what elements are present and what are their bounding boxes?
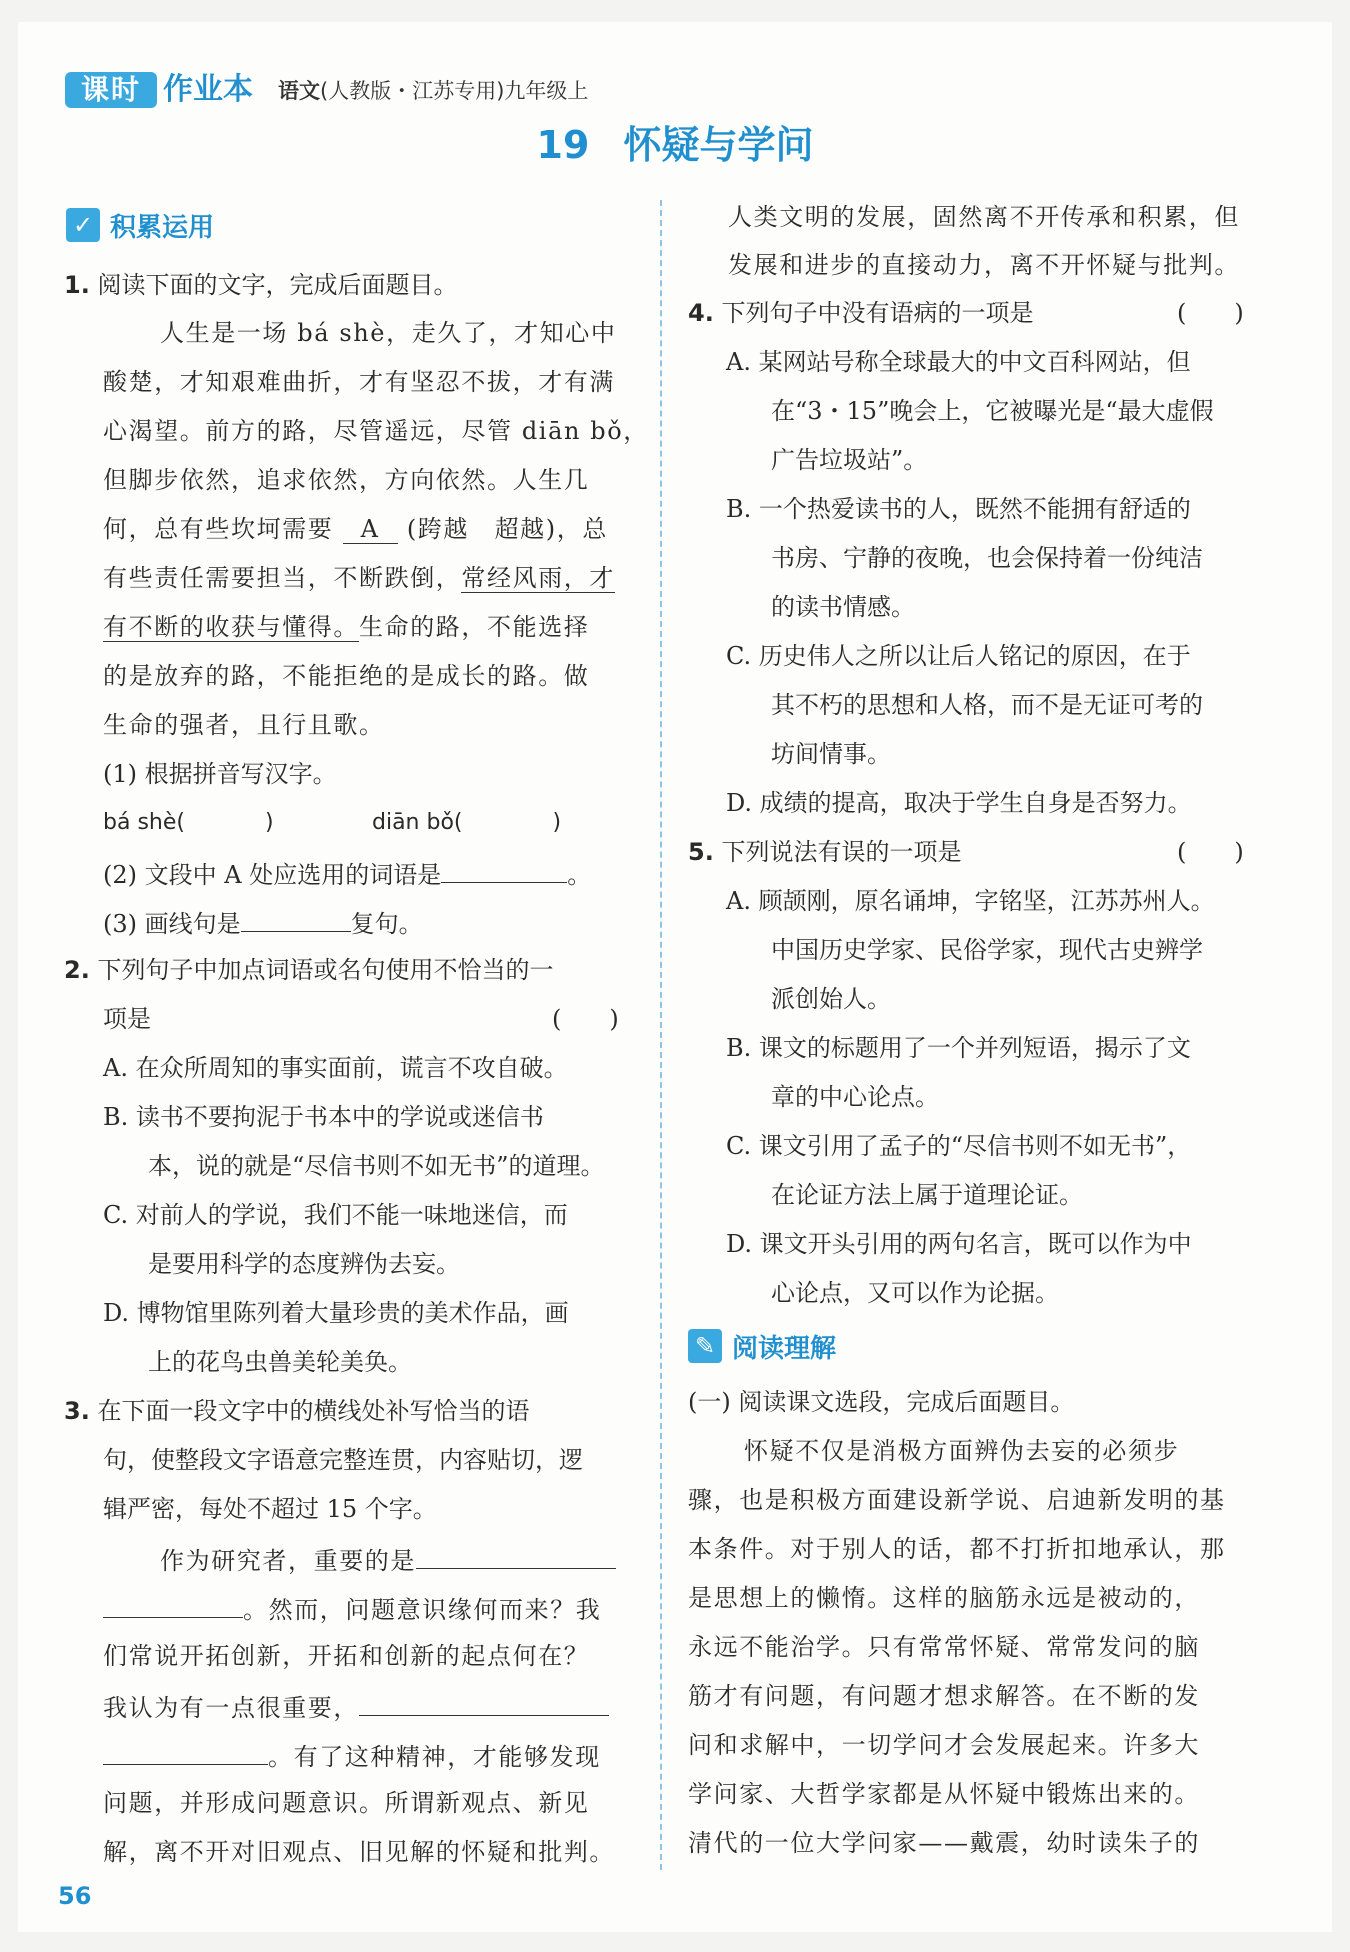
underlined-sentence: 有不断的收获与懂得。 [103,613,359,641]
passage-text: 有些责任需要担当，不断跌倒， [103,564,462,592]
reading-prompt: (一) 阅读课文选段，完成后面题目。 [688,1388,1075,1416]
passage-line [103,1685,609,1725]
section-header-practice [66,205,214,245]
sub-question-text: (2) 文段中 A 处应选用的词语是 [103,861,442,889]
section-header-reading [688,1326,836,1366]
reading-line: 清代的一位大学问家——戴震，幼时读朱子的 [688,1829,1200,1857]
punct: 。 [436,1250,460,1278]
passage-line: 但脚步依然，追求依然，方向依然。人生几 [103,466,590,494]
option-text: 是要用科学的态度 [148,1250,340,1278]
reading-line: 骤，也是积极方面建设新学说、启迪新发明的基 [688,1486,1226,1514]
passage-line [160,1538,616,1578]
pinyin-2 [372,803,561,843]
page-number: 56 [58,1882,92,1910]
option-C: C. 历史伟人之所以让后人铭记的原因，在于 [726,642,1191,670]
option-C: C. 对前人的学说，我们不能一味地迷信，而 [103,1201,568,1229]
punct: 。 [543,1054,568,1082]
question-1-stem [64,265,457,305]
passage-text: 作为研究者，重要的是 [160,1547,416,1575]
question-number: 3. [64,1397,90,1425]
option-text: A. 在众所周知的事实面前，谎言 [103,1054,448,1082]
passage-line [103,1587,601,1627]
underlined-sentence: 常经风雨，才 [461,564,616,592]
blank-A: A [343,515,398,544]
question-5-stem [688,832,961,872]
passage-text: 。有了这种精神，才能够发现 [268,1743,601,1771]
sub-question-text: (3) 画线句是 [103,910,241,938]
question-prompt: 阅读下面的文字，完成后面题目。 [97,271,458,299]
paren-close: ) [264,810,274,835]
pinyin-label: bá shè( [103,810,185,835]
option-text: ”的道理。 [496,1152,605,1180]
answer-blank[interactable] [416,1538,616,1569]
option-B: B. 读书不要拘泥于书本中的学说或迷信书 [103,1103,544,1131]
question-prompt: 下列句子中加点词语或名句使用不恰当的一 [97,956,554,984]
option-A-cont: 在“3・15”晚会上，它被曝光是“最大虚假 [771,397,1214,425]
edition-label: (人教版・江苏专用)九年级上 [320,79,589,103]
answer-paren[interactable]: ( ) [552,1005,619,1033]
option-A: A. 顾颉刚，原名诵坤，字铭坚，江苏苏州人。 [726,887,1215,915]
question-2-stem-2: 项是 [103,1005,151,1033]
passage-line: 心渴望。前方的路，尽管遥远，尽管 diān bǒ， [103,417,649,445]
passage-line: 生命的强者，且行且歌。 [103,711,385,739]
reading-line: 永远不能治学。只有常常怀疑、常常发问的脑 [688,1633,1200,1661]
option-C-cont: 其不朽的思想和人格，而不是无证可考的 [771,691,1203,719]
pinyin-1 [103,803,274,843]
passage-line: 问题，并形成问题意识。所谓新观点、新见 [103,1789,590,1817]
option-D: D. 成绩的提高，取决于学生自身是否努力。 [726,789,1192,817]
question-4-stem [688,293,1033,333]
passage-line [103,1734,601,1774]
answer-blank[interactable] [241,901,351,932]
answer-blank[interactable] [103,1587,243,1618]
section-title: 阅读理解 [732,1333,837,1364]
question-3-stem [64,1391,529,1431]
option-B-cont: 书房、宁静的夜晚，也会保持着一份纯洁 [771,544,1203,572]
dotted-phrase: 不攻自破 [448,1054,544,1086]
option-D-cont [148,1342,412,1382]
option-A [103,1048,568,1088]
option-text: 本，说的就是“ [148,1152,305,1180]
dotted-phrase: 美轮美奂 [292,1348,388,1380]
passage-line [103,558,615,598]
sub-question-text: 复句。 [350,910,423,938]
logo: 课时 [65,72,157,108]
sub-question-1: (1) 根据拼音写汉字。 [103,760,337,788]
question-prompt: 下列说法有误的一项是 [721,838,962,866]
reading-line: 是思想上的懒惰。这样的脑筋永远是被动的， [688,1584,1200,1612]
passage-line: 的是放弃的路，不能拒绝的是成长的路。做 [103,662,590,690]
option-C-cont: 在论证方法上属于道理论证。 [771,1181,1083,1209]
option-text: 上的花鸟虫兽 [148,1348,292,1376]
subject-label: 语文 [278,79,320,103]
answer-blank[interactable] [103,1734,268,1765]
question-prompt: 在下面一段文字中的横线处补写恰当的语 [97,1397,530,1425]
question-prompt: 下列句子中没有语病的一项是 [721,299,1034,327]
header-subject [278,74,588,108]
reading-line: 学问家、大哲学家都是从怀疑中锻炼出来的。 [688,1780,1200,1808]
dotted-phrase: 尽信书则不如无书 [304,1152,496,1184]
question-number: 4. [688,299,714,327]
passage-line: 解，离不开对旧观点、旧见解的怀疑和批判。 [103,1838,615,1866]
reading-line: 问和求解中，一切学问才会发展起来。许多大 [688,1731,1200,1759]
passage-line [103,607,589,647]
dotted-phrase: 辨伪去妄 [340,1250,436,1282]
option-A-cont: 派创始人。 [771,985,891,1013]
passage-text: 生命的路，不能选择 [359,613,590,641]
option-A-cont: 广告垃圾站”。 [771,446,928,474]
question-number: 5. [688,838,714,866]
question-number: 2. [64,956,90,984]
option-B: B. 一个热爱读书的人，既然不能拥有舒适的 [726,495,1191,523]
reading-line: 怀疑不仅是消极方面辨伪去妄的必须步 [744,1437,1180,1465]
lesson-title [0,120,1350,170]
option-D: D. 课文开头引用的两句名言，既可以作为中 [726,1230,1192,1258]
punct: 。 [388,1348,412,1376]
lesson-number: 19 [536,123,590,167]
option-D-cont: 心论点，又可以作为论据。 [771,1279,1059,1307]
passage-text: (跨越 超越)，总 [406,515,608,543]
passage-line: 酸楚，才知艰难曲折，才有坚忍不拔，才有满 [103,368,615,396]
question-3-stem-2: 句，使整段文字语意完整连贯，内容贴切，逻 [103,1446,583,1474]
option-A: A. 某网站号称全球最大的中文百科网站，但 [726,348,1191,376]
option-B-cont [148,1146,605,1186]
section-title: 积累运用 [110,212,215,243]
option-B: B. 课文的标题用了一个并列短语，揭示了文 [726,1034,1191,1062]
option-C-cont: 坊间情事。 [771,740,891,768]
answer-blank[interactable] [359,1685,609,1716]
passage-line: 发展和进步的直接动力，离不开怀疑与批判。 [728,251,1240,279]
reading-line: 本条件。对于别人的话，都不打折扣地承认，那 [688,1535,1226,1563]
answer-paren[interactable]: ( ) [1177,838,1244,866]
option-B-cont: 的读书情感。 [771,593,915,621]
question-2-stem [64,950,553,990]
option-B-cont: 章的中心论点。 [771,1083,939,1111]
paren-close: ) [552,810,562,835]
passage-line: 人生是一场 bá shè，走久了，才知心中 [160,319,617,347]
option-C: C. 课文引用了孟子的“尽信书则不如无书”， [726,1132,1192,1160]
column-divider [660,200,662,1870]
passage-text: 我认为有一点很重要， [103,1694,359,1722]
punct: 。 [567,861,592,889]
lesson-title-text: 怀疑与学问 [623,123,814,167]
check-square-icon: ✓ [66,208,100,242]
option-C-cont [148,1244,460,1284]
reading-line: 筋才有问题，有问题才想求解答。在不断的发 [688,1682,1200,1710]
answer-paren[interactable]: ( ) [1177,299,1244,327]
question-3-stem-3: 辑严密，每处不超过 15 个字。 [103,1495,437,1523]
sub-question-2 [103,852,591,892]
question-number: 1. [64,271,90,299]
passage-text: 。然而，问题意识缘何而来？我 [243,1596,602,1624]
passage-line: 人类文明的发展，固然离不开传承和积累，但 [728,203,1240,231]
option-D: D. 博物馆里陈列着大量珍贵的美术作品，画 [103,1299,569,1327]
pinyin-label: diān bǒ( [372,810,463,835]
passage-text: 何，总有些坎坷需要 [103,515,334,543]
passage-line [103,509,608,549]
passage-line: 们常说开拓创新，开拓和创新的起点何在？ [103,1642,590,1670]
answer-blank[interactable] [441,852,567,883]
sub-question-3 [103,901,423,941]
pencil-square-icon: ✎ [688,1329,722,1363]
brand-name: 作业本 [163,72,253,107]
option-A-cont: 中国历史学家、民俗学家，现代古史辨学 [771,936,1203,964]
